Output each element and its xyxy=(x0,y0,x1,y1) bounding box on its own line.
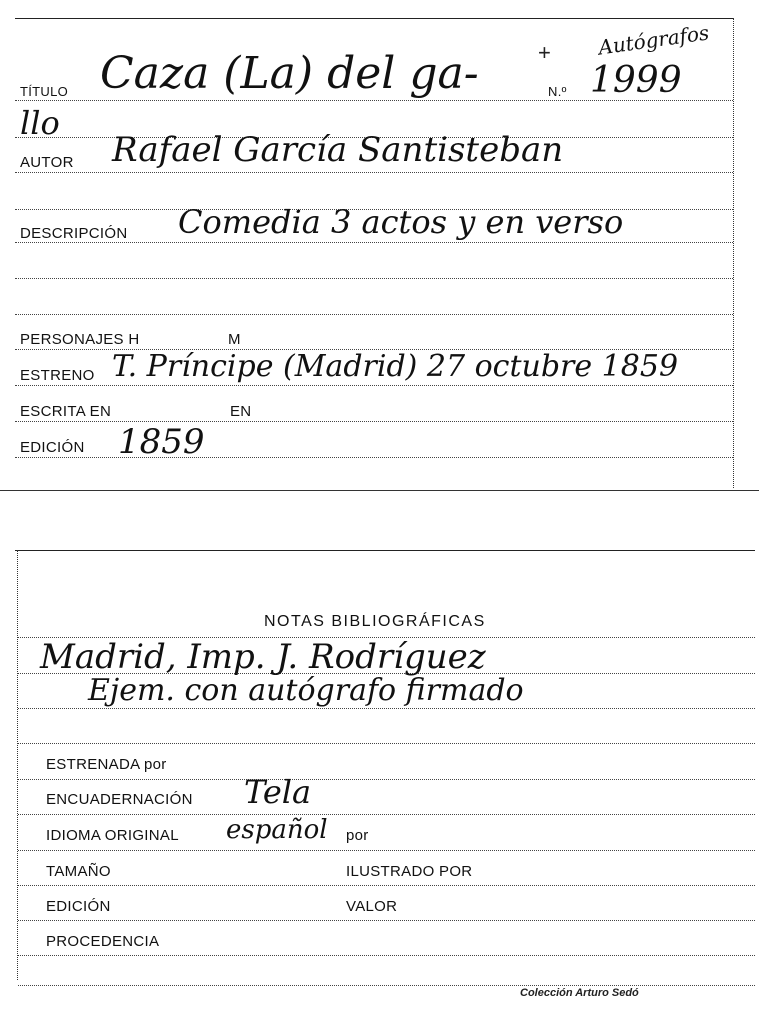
notes-line-1: Madrid, Imp. J. Rodríguez xyxy=(40,637,486,677)
rule xyxy=(15,242,733,243)
titulo-label: TÍTULO xyxy=(20,84,69,99)
ilustrado-por-label: ILUSTRADO POR xyxy=(346,863,473,880)
rule xyxy=(15,278,733,279)
por-label: por xyxy=(346,827,369,844)
en-label: EN xyxy=(230,403,252,420)
estreno-value: T. Príncipe (Madrid) 27 octubre 1859 xyxy=(112,349,679,384)
catalog-card-back xyxy=(0,545,759,1028)
catalog-card-front xyxy=(0,0,759,495)
cross-mark: + xyxy=(538,40,551,65)
rule xyxy=(15,172,733,173)
titulo-value-continued: llo xyxy=(20,104,60,142)
rule xyxy=(18,850,755,851)
encuadernacion-label: ENCUADERNACIÓN xyxy=(46,791,193,808)
numero-value: 1999 xyxy=(590,60,682,101)
procedencia-label: PROCEDENCIA xyxy=(46,933,160,950)
rule xyxy=(18,885,755,886)
notes-line-2: Ejem. con autógrafo firmado xyxy=(88,673,524,708)
valor-label: VALOR xyxy=(346,898,398,915)
rule xyxy=(18,955,755,956)
autor-value: Rafael García Santisteban xyxy=(112,130,564,170)
rule xyxy=(18,814,755,815)
personajes-m-label: M xyxy=(228,331,241,348)
card-top-border xyxy=(15,550,755,551)
edicion-label: EDICIÓN xyxy=(20,439,85,456)
tamano-label: TAMAÑO xyxy=(46,863,111,880)
edicion-label: EDICIÓN xyxy=(46,898,111,915)
rule xyxy=(18,985,755,986)
idioma-original-label: IDIOMA ORIGINAL xyxy=(46,827,179,844)
descripcion-label: DESCRIPCIÓN xyxy=(20,225,128,242)
descripcion-value: Comedia 3 actos y en verso xyxy=(178,203,624,241)
notas-heading: NOTAS BIBLIOGRÁFICAS xyxy=(264,613,486,630)
card-top-border xyxy=(15,18,733,19)
escrita-en-label: ESCRITA EN xyxy=(20,403,112,420)
titulo-value: Caza (La) del ga- xyxy=(100,48,479,99)
rule xyxy=(15,385,733,386)
edicion-value: 1859 xyxy=(118,422,205,462)
autor-label: AUTOR xyxy=(20,154,74,171)
estrenada-por-label: ESTRENADA por xyxy=(46,756,167,773)
rule xyxy=(18,779,755,780)
rule xyxy=(18,708,755,709)
estreno-label: ESTRENO xyxy=(20,367,95,384)
rule xyxy=(15,314,733,315)
idioma-original-value: español xyxy=(226,815,328,845)
rule xyxy=(18,920,755,921)
personajes-h-label: PERSONAJES H xyxy=(20,331,140,348)
autografos-note: Autógrafos xyxy=(596,20,711,60)
collection-credit: Colección Arturo Sedó xyxy=(520,987,639,999)
encuadernacion-value: Tela xyxy=(244,773,312,811)
numero-label: N.º xyxy=(548,84,567,99)
card-bottom-edge xyxy=(0,490,759,491)
card-left-border xyxy=(17,550,18,980)
card-right-border xyxy=(733,18,734,488)
rule xyxy=(18,743,755,744)
